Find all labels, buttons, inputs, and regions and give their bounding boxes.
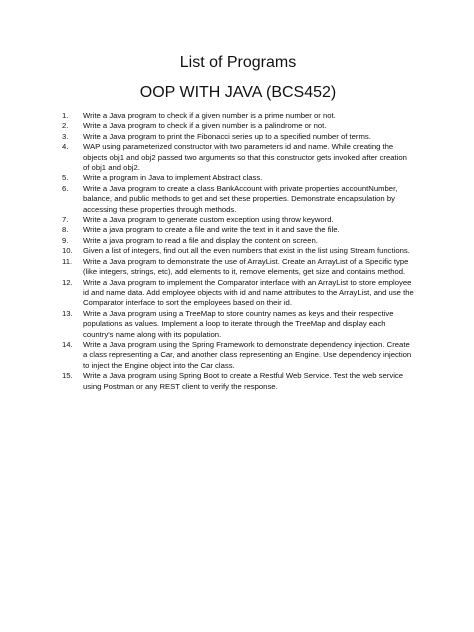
program-number: 8. <box>62 225 69 235</box>
program-description: Write a Java program to create a class BankAccount with private properties accountNumber, balance, and public methods to get and set these properties. Demonstrate encapsulation by accessing these properties through methods. <box>83 183 398 214</box>
list-item <box>62 121 414 131</box>
list-item <box>62 111 414 121</box>
program-number: 6. <box>62 183 69 193</box>
program-number: 1. <box>62 111 69 120</box>
list-item <box>62 340 414 371</box>
program-number: 5. <box>62 173 69 183</box>
list-item <box>62 309 414 340</box>
list-item <box>62 236 414 246</box>
program-description: Write a Java program to demonstrate the use of ArrayList. Create an ArrayList of a Specific type (like integers, strings, etc), add elements to it, remove elements, get size and contains method. <box>83 256 409 277</box>
program-description: Write a Java program to check if a given number is a prime number or not. <box>83 111 336 120</box>
program-number: 14. <box>62 339 73 349</box>
program-number: 11. <box>62 256 73 266</box>
program-description: Write a Java program to check if a given number is a palindrome or not. <box>83 121 327 131</box>
program-description: Write a Java program to print the Fibonacci series up to a specified number of terms. <box>83 131 371 141</box>
list-item <box>62 142 414 173</box>
program-number: 3. <box>62 131 69 141</box>
list-item <box>62 246 414 256</box>
program-description: Write a Java program to implement the Comparator interface with an ArrayList to store employee id and name data. Add employee objects with id and name attributes to the ArrayList, and use the Comparator interface to sort the employees based on their id. <box>83 277 414 308</box>
program-description: Write a Java program using Spring Boot to create a Restful Web Service. Test the web service using Postman or any REST client to verify the response. <box>83 371 404 391</box>
program-description: Write a java program to read a file and display the content on screen. <box>83 235 318 245</box>
program-description: Write a program in Java to implement Abstract class. <box>83 173 263 183</box>
list-item <box>62 225 414 235</box>
program-number: 4. <box>62 142 69 152</box>
course-title: OOP WITH JAVA (BCS452) <box>139 84 337 101</box>
program-number: 13. <box>62 308 73 318</box>
list-item <box>62 278 414 309</box>
list-item <box>62 257 414 278</box>
program-number: 15. <box>62 371 73 381</box>
program-number: 2. <box>62 121 69 131</box>
program-description: Write a Java program using a TreeMap to store country names as keys and their respective populations as values. Implement a loop to iterate through the TreeMap and display each country's name along with its population. <box>83 308 394 339</box>
page-title: List of Programs <box>179 54 297 71</box>
program-description: Write a Java program using the Spring Framework to demonstrate dependency injection. Create a class representing a Car, and another class representing an Engine. Use dependency injection to inject the Engine object into the Car class. <box>83 339 412 370</box>
program-description: Write a java program to create a file and write the text in it and save the file. <box>83 225 340 235</box>
list-item <box>62 173 414 183</box>
list-item <box>62 371 414 392</box>
program-number: 7. <box>62 215 69 225</box>
program-number: 12. <box>62 277 73 287</box>
program-description: Write a Java program to generate custom exception using throw keyword. <box>83 215 334 225</box>
program-list <box>62 111 414 392</box>
list-item <box>62 215 414 225</box>
program-number: 10. <box>62 246 73 256</box>
program-description: Given a list of integers, find out all the even numbers that exist in the list using Stream functions. <box>83 246 410 256</box>
list-item <box>62 184 414 215</box>
program-description: WAP using parameterized constructor with two parameters id and name. While creating the objects obj1 and obj2 passed two arguments so that this constructor gets invoked after creation of obj1 and obj2. <box>83 142 407 173</box>
list-item <box>62 132 414 142</box>
program-number: 9. <box>62 235 69 245</box>
